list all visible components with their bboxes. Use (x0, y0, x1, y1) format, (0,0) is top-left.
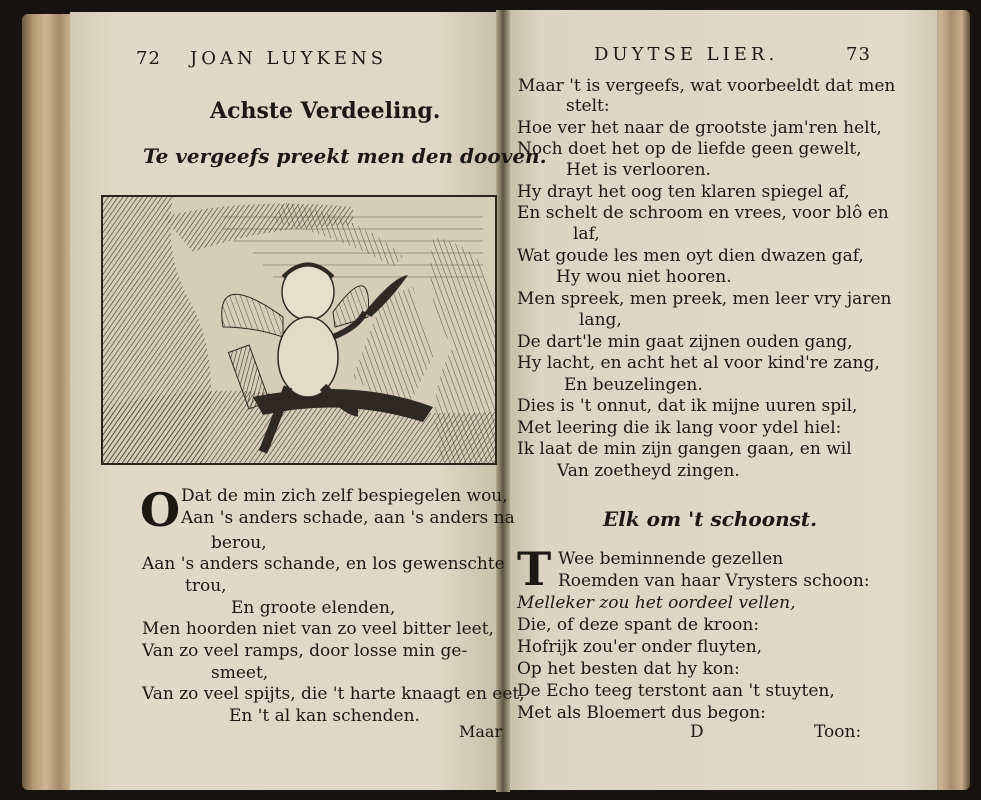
poem-line: Hy lacht, en acht het al voor kind're zang, (517, 353, 880, 373)
poem-line: Men spreek, men preek, men leer vry jaren (517, 289, 892, 309)
left-catchword: Maar (459, 722, 503, 741)
section-title: Achste Verdeeling. (210, 98, 441, 124)
left-page-number: 72 (136, 48, 161, 69)
poem-line: Van zo veel spijts, die 't harte knaagt en eet, (142, 684, 525, 704)
poem-line: smeet, (211, 663, 269, 683)
poem-line: De Echo teeg terstont aan 't stuyten, (517, 681, 835, 701)
engraving-cupid (101, 195, 497, 465)
poem-line: Van zo veel ramps, door losse min ge- (142, 641, 468, 661)
poem-line: Aan 's anders schande, en los gewenschte (142, 554, 505, 574)
poem-line: Met leering die ik lang voor ydel hiel: (517, 418, 842, 438)
poem-line (517, 593, 795, 613)
poem-line: Maar 't is vergeefs, wat voorbeeldt dat men (518, 76, 896, 96)
poem-line: Hy drayt het oog ten klaren spiegel af, (517, 182, 850, 202)
book-gutter (496, 10, 510, 792)
poem-line: stelt: (566, 96, 610, 116)
poem-line: Van zoetheyd zingen. (557, 461, 740, 481)
name-melleker: Melleker zou het oordeel vellen, (517, 593, 796, 613)
poem-title: Elk om 't schoonst. (603, 507, 818, 531)
poem-line: Men hoorden niet van zo veel bitter leet, (142, 619, 494, 639)
poem-line: Hofrijk zou'er onder fluyten, (517, 637, 763, 657)
drop-cap-t: T (517, 542, 552, 596)
poem-line: Wat goude les men oyt dien dwazen gaf, (517, 246, 864, 266)
drop-cap-o: O (140, 483, 181, 537)
poem-line: laf, (573, 224, 600, 244)
poem-line: Aan 's anders schade, aan 's anders na (181, 508, 515, 528)
poem-line: Roemden van haar Vrysters schoon: (558, 571, 870, 591)
poem-line: Hy wou niet hooren. (556, 267, 732, 287)
right-page-number: 73 (846, 44, 871, 65)
poem-line: Hoe ver het naar de grootste jam'ren helt, (517, 118, 882, 138)
poem-line: En groote elenden, (231, 598, 396, 618)
poem-line: Met als Bloemert dus begon: (517, 703, 766, 723)
motto: Te vergeefs preekt men den dooven. (143, 144, 547, 168)
poem-line: berou, (211, 533, 267, 553)
poem-line: Op het besten dat hy kon: (517, 659, 740, 679)
poem-line: Ik laat de min zijn gangen gaan, en wil (517, 439, 852, 459)
right-catchword: Toon: (814, 722, 862, 742)
poem-line: trou, (185, 576, 227, 596)
poem-line: En beuzelingen. (564, 375, 703, 395)
left-running-head: JOAN LUYKENS (190, 48, 388, 69)
poem-line: Dat de min zich zelf bespiegelen wou, (181, 486, 508, 506)
cupid-engraving-art (103, 197, 495, 463)
right-running-head: DUYTSE LIER. (594, 44, 779, 65)
poem-line: Noch doet het op de liefde geen gewelt, (517, 139, 862, 159)
poem-line: Wee beminnende gezellen (558, 549, 784, 569)
poem-line: En schelt de schroom en vrees, voor blô en (517, 203, 889, 223)
poem-line: En 't al kan schenden. (229, 706, 420, 726)
poem-line: lang, (579, 310, 622, 330)
poem-line: De dart'le min gaat zijnen ouden gang, (517, 332, 853, 352)
poem-line: Het is verlooren. (566, 160, 711, 180)
poem-line: Dies is 't onnut, dat ik mijne uuren spil, (517, 396, 858, 416)
signature-mark: D (690, 722, 704, 742)
poem-line: Die, of deze spant de kroon: (517, 615, 760, 635)
